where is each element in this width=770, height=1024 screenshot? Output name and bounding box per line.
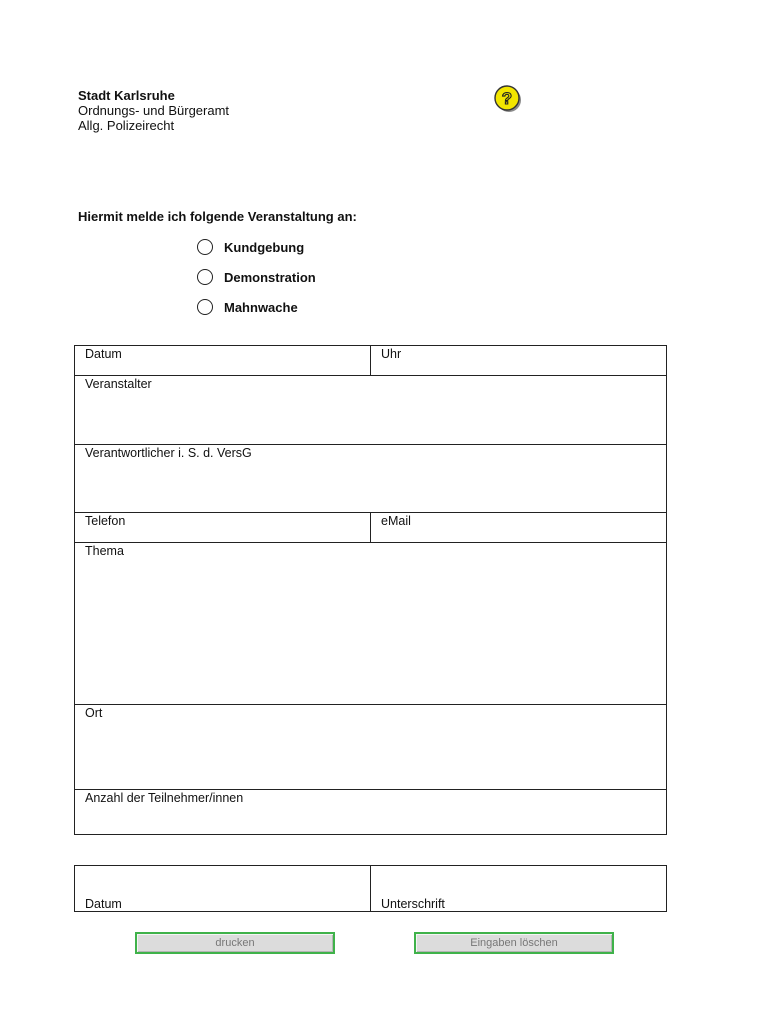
authority-name: Stadt Karlsruhe xyxy=(78,88,175,103)
unterschrift-label: Unterschrift xyxy=(381,897,445,911)
option-label: Kundgebung xyxy=(224,239,305,255)
email-label: eMail xyxy=(381,514,411,528)
ort-label: Ort xyxy=(85,706,103,720)
option-demonstration[interactable] xyxy=(197,269,316,285)
uhr-label: Uhr xyxy=(381,347,402,361)
anzahl-label: Anzahl der Teilnehmer/innen xyxy=(85,791,244,805)
radio-demonstration[interactable] xyxy=(197,269,213,285)
help-icon[interactable] xyxy=(494,85,520,111)
department-name: Ordnungs- und Bürgeramt xyxy=(78,103,230,118)
division-name: Allg. Polizeirecht xyxy=(78,118,175,133)
anzahl-field[interactable] xyxy=(74,789,667,835)
intro-text: Hiermit melde ich folgende Veranstaltung an: xyxy=(78,209,357,224)
clear-inputs-button[interactable]: Eingaben löschen xyxy=(414,932,614,954)
unterschrift-field[interactable] xyxy=(370,865,667,912)
thema-label: Thema xyxy=(85,544,124,558)
veranstalter-label: Veranstalter xyxy=(85,377,152,391)
option-label: Demonstration xyxy=(224,269,316,285)
radio-kundgebung[interactable] xyxy=(197,239,213,255)
radio-mahnwache[interactable] xyxy=(197,299,213,315)
uhr-field[interactable] xyxy=(370,345,667,376)
signature-datum-label: Datum xyxy=(85,897,122,911)
thema-field[interactable] xyxy=(74,542,667,705)
telefon-label: Telefon xyxy=(85,514,126,528)
datum-label: Datum xyxy=(85,347,122,361)
svg-text:?: ? xyxy=(501,89,513,108)
ort-field[interactable] xyxy=(74,704,667,790)
option-mahnwache[interactable] xyxy=(197,299,298,315)
datum-field[interactable] xyxy=(74,345,371,376)
option-kundgebung[interactable] xyxy=(197,239,304,255)
telefon-field[interactable] xyxy=(74,512,371,543)
email-field[interactable] xyxy=(370,512,667,543)
option-label: Mahnwache xyxy=(224,299,298,315)
veranstalter-field[interactable] xyxy=(74,375,667,445)
verantwortlicher-label: Verantwortlicher i. S. d. VersG xyxy=(85,446,252,460)
print-button[interactable]: drucken xyxy=(135,932,335,954)
verantwortlicher-field[interactable] xyxy=(74,444,667,513)
signature-datum-field[interactable] xyxy=(74,865,371,912)
